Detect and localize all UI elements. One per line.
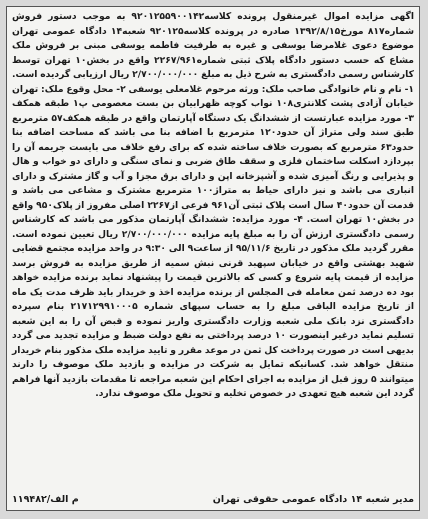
notice-footer bbox=[12, 492, 414, 507]
issuing-office: مدیر شعبه ۱۴ دادگاه عمومی حقوقی تهران bbox=[212, 494, 414, 505]
legal-notice bbox=[6, 6, 420, 511]
notice-body: اگهی مزایده اموال غیرمنقول پرونده کلاسه۹۲۰۱۲۵۵۹۰۰۱۴۲ به موجب دستور فروش شماره۸۱۷ مورخ۱۳۹۲/۸/۱۵ صادره در پرونده کلاسه۹۲۰۱۲۵ شعبه۱۴ دادگاه عمومی تهران موضوع دعوی غلامرضا یوسفی و غیره به طرفیت فاطمه یوسفی مبنی بر فروش ملک مشاع که حسب دستور دادگاه پلاک ثبتی شماره۲۲۶۷/۹۶۱ واقع در بخش۱۰ تهران توسط کارشناس رسمی دادگستری به شرح ذیل به مبلغ ۲/۷۰۰/۰۰۰/۰۰۰ ریال ارزیابی گردیده است. ۱- نام و نام خانوادگی صاحب ملک: ورثه مرحوم غلامعلی یوسفی ۲- محل وقوع ملک: تهران خیابان آزادی پشت کلانتری۱۰۸ نواب کوچه ظهرابیان بن بست معصومی پ۱ طبقه همکف ۳- مورد مزایده عبارتست از ششدانگ یک دستگاه آپارتمان واقع در طبقه همکف۵۷ مترمربع طبق سند ولی متراژ آن حدود۱۲۰ مترمربع با اضافه بنا می باشد که مساحت اضافه بنا حدود۶۳ مترمربع که بصورت خلاف ساخته شده که برای رفع خلاف می بایست جریمه آن را بپردازد اسکلت ساختمان فلزی و سقف طاق ضربی و نمای سنگی و دارای دو خواب و هال و پذیرایی و رنگ آمیزی شده و آشپزخانه اپن و دارای برق مجزا و آب و گاز مشترک و دارای انباری می باشد و نیز دارای حیاط به متراژ۱۰۰ مترمربع مشترک و مشاعی می باشد و قدمت آن حدود۴۰ سال است پلاک ثبتی آن۹۶۱ فرعی از۲۲۶۷ اصلی مفروز از پلاک۹۵۰ واقع در بخش۱۰ تهران است. ۴- مورد مزایده: ششدانگ آپارتمان مذکور می باشد که کارشناس رسمی دادگستری ارزش آن را به مبلغ پایه مزایده ۲/۷۰۰/۰۰۰/۰۰۰ ریال تعیین نموده است. مقرر گردید ملک مذکور در تاریخ ۹۵/۱۱/۶ از ساعت۹ الی ۹:۳۰ در واحد مزایده مجتمع قضایی شهید بهشتی واقع در خیابان سپهبد قرنی نبش سمیه از طریق مزایده به فروش برسد مزایده از قیمت پایه شروع و کسی که بالاترین قیمت را پیشنهاد نماید برنده مزایده خواهد بود ده درصد ثمن معامله فی المجلس از برنده مزایده اخذ و خریدار باید ظرف مدت یک ماه از تاریخ مزایده الباقی مبلغ را به حساب سپهای شماره ۲۱۷۱۲۹۹۱۰۰۰۵ بنام سپرده دادگستری نزد بانک ملی شعبه وزارت دادگستری واریز نموده و قبض آن را به این شعبه تسلیم نماید درغیر اینصورت ۱۰ درصد پرداختی به نفع دولت ضبط و مزایده تجدید می گردد بدیهی است در صورت پرداخت کل ثمن در موعد مقرر و تایید مزایده ملک مذکور بنام خریدار منتقل خواهد شد. کسانیکه تمایل به شرکت در مزایده و بازدید ملک موصوف را دارند میتوانند ۵ روز قبل از مزایده به اجرای احکام این شعبه مراجعه تا مقدمات بازدید آنها فراهم گردد این شعبه هیچ تعهدی در خصوص تخلیه و تحویل ملک موصوف ندارد. bbox=[12, 11, 415, 399]
notice-code: م الف/۱۱۹۴۸۲ bbox=[12, 494, 79, 505]
